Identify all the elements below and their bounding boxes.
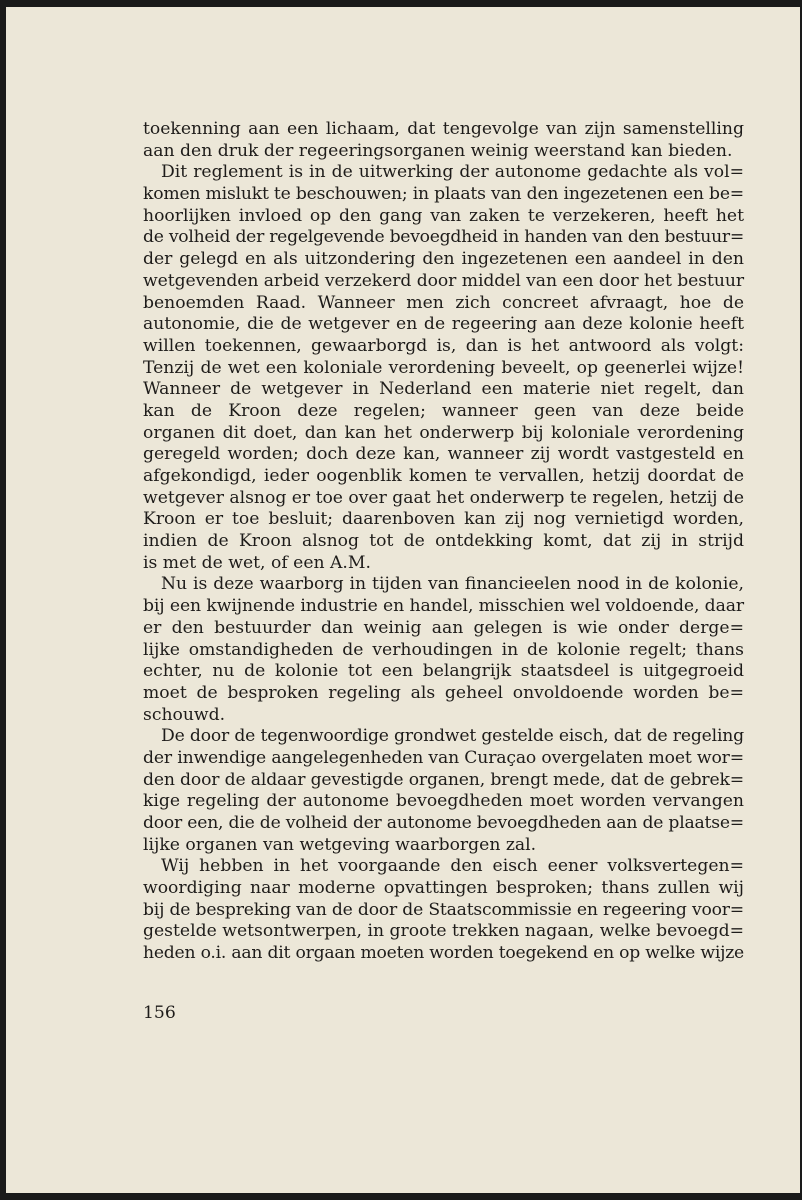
text-line: afgekondigd, ieder oogenblik komen te vervallen, hetzij doordat de [143, 466, 744, 486]
text-line: lijke organen van wetgeving waarborgen zal. [143, 834, 537, 855]
text-line: hoorlijken invloed op den gang van zaken te verzekeren, heeft het [143, 205, 744, 226]
text-line: komen mislukt te beschouwen; in plaats van den ingezetenen een be= [143, 184, 744, 205]
text-line: woordiging naar moderne opvattingen besproken; thans zullen wij [143, 878, 744, 899]
page-number: 156 [143, 1003, 176, 1023]
text-line: door een, die de volheid der autonome bevoegdheden aan de plaatse= [143, 813, 744, 833]
text-line: willen toekennen, gewaarborgd is, dan is het antwoord als volgt: [143, 335, 744, 356]
text-line: aan den druk der regeeringsorganen weinig weerstand kan bieden. [143, 140, 733, 161]
text-line: echter, nu de kolonie tot een belangrijk staatsdeel is uitgegroeid [143, 661, 744, 682]
text-line: der inwendige aangelegenheden van Curaçao overgelaten moet wor= [143, 747, 744, 768]
text-line: Tenzij de wet een koloniale verordening beveelt, op geenerlei wijze! [143, 357, 744, 378]
text-line: den door de aldaar gevestigde organen, brengt mede, dat de gebrek= [143, 769, 744, 790]
text-line: gestelde wetsontwerpen, in groote trekken nagaan, welke bevoegd= [143, 921, 744, 942]
text-line: Nu is deze waarborg in tijden van financieelen nood in de kolonie, [161, 574, 744, 595]
text-line: autonomie, die de wetgever en de regeering aan deze kolonie heeft [143, 314, 744, 335]
book-page [6, 7, 800, 1193]
text-line: toekenning aan een lichaam, dat tengevolge van zijn samenstelling [143, 119, 744, 139]
text-line: wetgever alsnog er toe over gaat het onderwerp te regelen, hetzij de [143, 487, 744, 508]
text-line: kan de Kroon deze regelen; wanneer geen van deze beide [143, 400, 744, 421]
text-line: organen dit doet, dan kan het onderwerp bij koloniale verordening [143, 422, 744, 443]
text-line: indien de Kroon alsnog tot de ontdekking komt, dat zij in strijd [143, 531, 744, 552]
text-line: is met de wet, of een A.M. [143, 552, 371, 573]
text-line: Wij hebben in het voorgaande den eisch eener volksvertegen= [161, 856, 744, 877]
text-line: Dit reglement is in de uitwerking der autonome gedachte als vol= [161, 162, 744, 183]
text-line: bij een kwijnende industrie en handel, misschien wel voldoende, daar [143, 596, 744, 617]
text-line: Kroon er toe besluit; daarenboven kan zij nog vernietigd worden, [143, 509, 744, 530]
text-line: wetgevenden arbeid verzekerd door middel van een door het bestuur [143, 270, 744, 291]
text-line: er den bestuurder dan weinig aan gelegen is wie onder derge= [143, 617, 744, 638]
text-line: bij de bespreking van de door de Staatscommissie en regeering voor= [143, 899, 744, 920]
text-line: de volheid der regelgevende bevoegdheid in handen van den bestuur= [143, 227, 744, 248]
text-line: der gelegd en als uitzondering den ingezetenen een aandeel in den [143, 249, 744, 270]
body-text [143, 119, 744, 965]
text-line: Wanneer de wetgever in Nederland een materie niet regelt, dan [143, 379, 744, 400]
text-line: heden o.i. aan dit orgaan moeten worden toegekend en op welke wijze [143, 943, 744, 964]
text-line: kige regeling der autonome bevoegdheden moet worden vervangen [143, 791, 744, 812]
text-line: schouwd. [143, 704, 226, 725]
text-line: lijke omstandigheden de verhoudingen in de kolonie regelt; thans [143, 639, 744, 660]
text-line: geregeld worden; doch deze kan, wanneer zij wordt vastgesteld en [143, 444, 744, 465]
text-line: moet de besproken regeling als geheel onvoldoende worden be= [143, 682, 744, 703]
text-line: De door de tegenwoordige grondwet gestelde eisch, dat de regeling [161, 726, 744, 747]
text-line: benoemden Raad. Wanneer men zich concreet afvraagt, hoe de [143, 292, 744, 313]
